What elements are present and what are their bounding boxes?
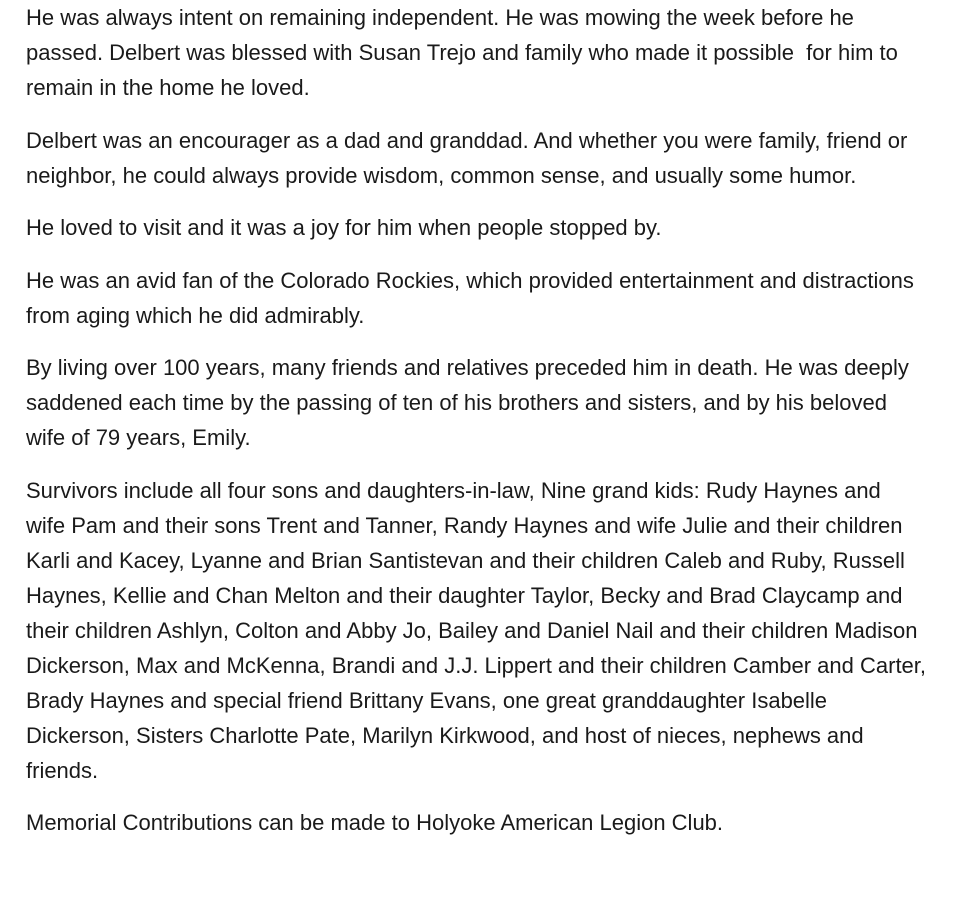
paragraph-encourager: Delbert was an encourager as a dad and granddad. And whether you were family, friend or neighbor, he could always provide wisdom, common sense, and usually some humor. bbox=[26, 127, 914, 188]
paragraph-survivors: Survivors include all four sons and daughters-in-law, Nine grand kids: Rudy Haynes and wife Pam and their sons Trent and Tanner, Randy Haynes and wife Julie and their children Karli and Kacey, Lyanne and Brian Santistevan and their children Caleb and Ruby, Russell Haynes, Kellie and Chan Melton and their daughter Taylor, Becky and Brad Claycamp and their children Ashlyn, Colton and Abby Jo, Bailey and Daniel Nail and their children Madison Dickerson, Max and McKenna, Brandi and J.J. Lippert and their children Camber and Carter, Brady Haynes and special friend Brittany Evans, one great granddaughter Isabelle Dickerson, Sisters Charlotte Pate, Marilyn Kirkwood, and host of nieces, nephews and friends. bbox=[26, 477, 933, 783]
paragraph-rockies-fan: He was an avid fan of the Colorado Rockies, which provided entertainment and distractions from aging which he did admirably. bbox=[26, 267, 920, 328]
paragraph-independence: He was always intent on remaining independent. He was mowing the week before he passed. Delbert was blessed with Susan Trejo and family who made it possible for him to remain in the home he loved. bbox=[26, 5, 904, 100]
paragraph-preceded-in-death: By living over 100 years, many friends and relatives preceded him in death. He was deeply saddened each time by the passing of ten of his brothers and sisters, and by his beloved wife of 79 years, Emily. bbox=[26, 355, 916, 450]
paragraph-visits: He loved to visit and it was a joy for him when people stopped by. bbox=[26, 215, 662, 240]
obituary-article bbox=[26, 0, 933, 858]
paragraph-memorial-contributions: Memorial Contributions can be made to Holyoke American Legion Club. bbox=[26, 810, 724, 835]
